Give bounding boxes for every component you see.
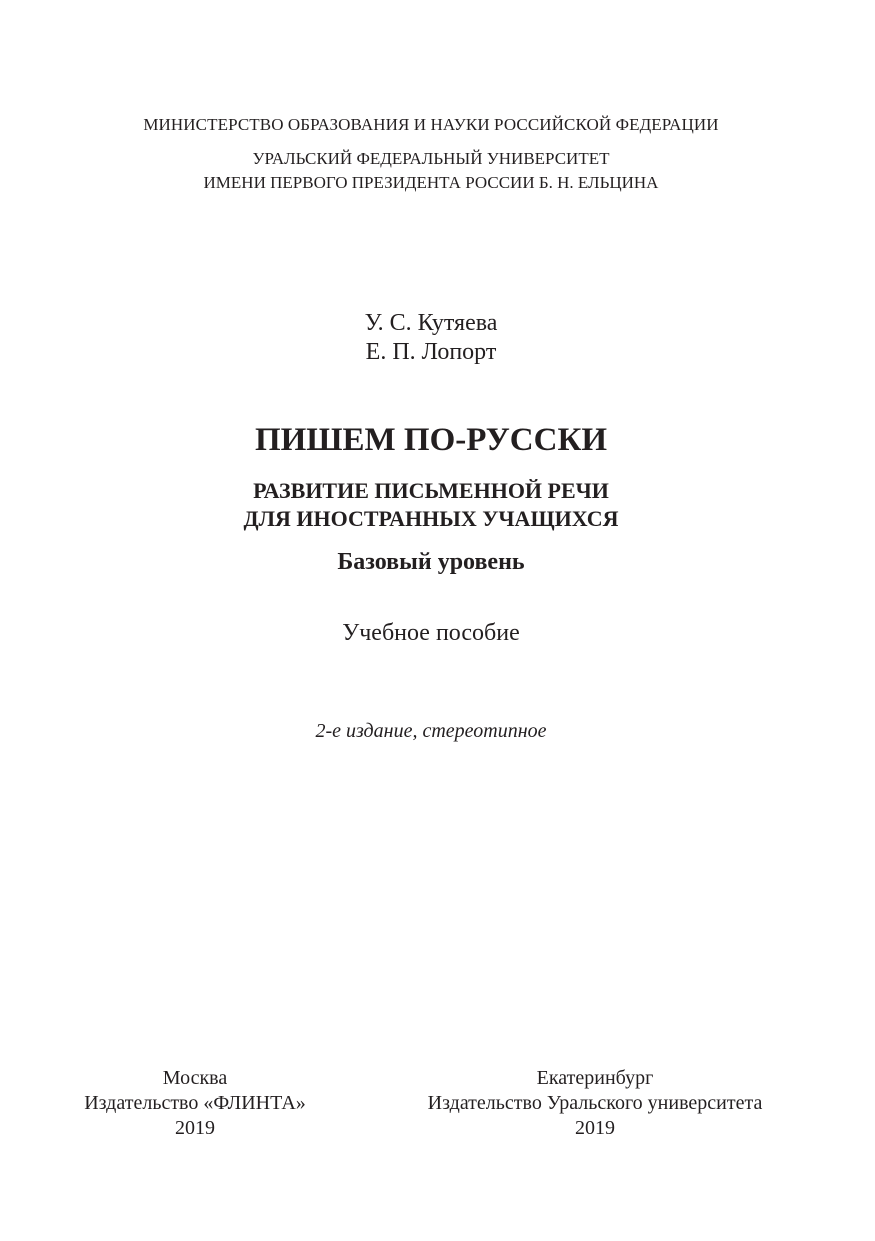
book-title: ПИШЕМ ПО-РУССКИ [254, 422, 608, 458]
author-2: Е. П. Лопорт [365, 339, 497, 365]
publisher-year: 2019 [175, 1117, 215, 1139]
publisher-city: Москва [162, 1067, 228, 1089]
university-name-line1: УРАЛЬСКИЙ ФЕДЕРАЛЬНЫЙ УНИВЕРСИТЕТ [252, 149, 610, 168]
publisher-moscow [60, 1066, 330, 1141]
publisher-ekaterinburg [405, 1066, 785, 1141]
author-1: У. С. Кутяева [364, 310, 498, 336]
ministry-name: МИНИСТЕРСТВО ОБРАЗОВАНИЯ И НАУКИ РОССИЙСКОЙ ФЕДЕРАЦИИ [143, 115, 719, 134]
publisher-city: Екатеринбург [536, 1067, 654, 1089]
book-subtitle-line2: ДЛЯ ИНОСТРАННЫХ УЧАЩИХСЯ [243, 506, 619, 531]
edition-note: 2-е издание, стереотипное [315, 720, 547, 742]
publication-type: Учебное пособие [342, 620, 520, 646]
publisher-year: 2019 [575, 1117, 615, 1139]
university-name-line2: ИМЕНИ ПЕРВОГО ПРЕЗИДЕНТА РОССИИ Б. Н. ЕЛЬЦИНА [203, 173, 659, 192]
publisher-name: Издательство Уральского университета [427, 1092, 763, 1114]
book-subtitle-line1: РАЗВИТИЕ ПИСЬМЕННОЙ РЕЧИ [253, 478, 609, 503]
book-level: Базовый уровень [337, 549, 525, 575]
publisher-name: Издательство «ФЛИНТА» [84, 1092, 306, 1114]
